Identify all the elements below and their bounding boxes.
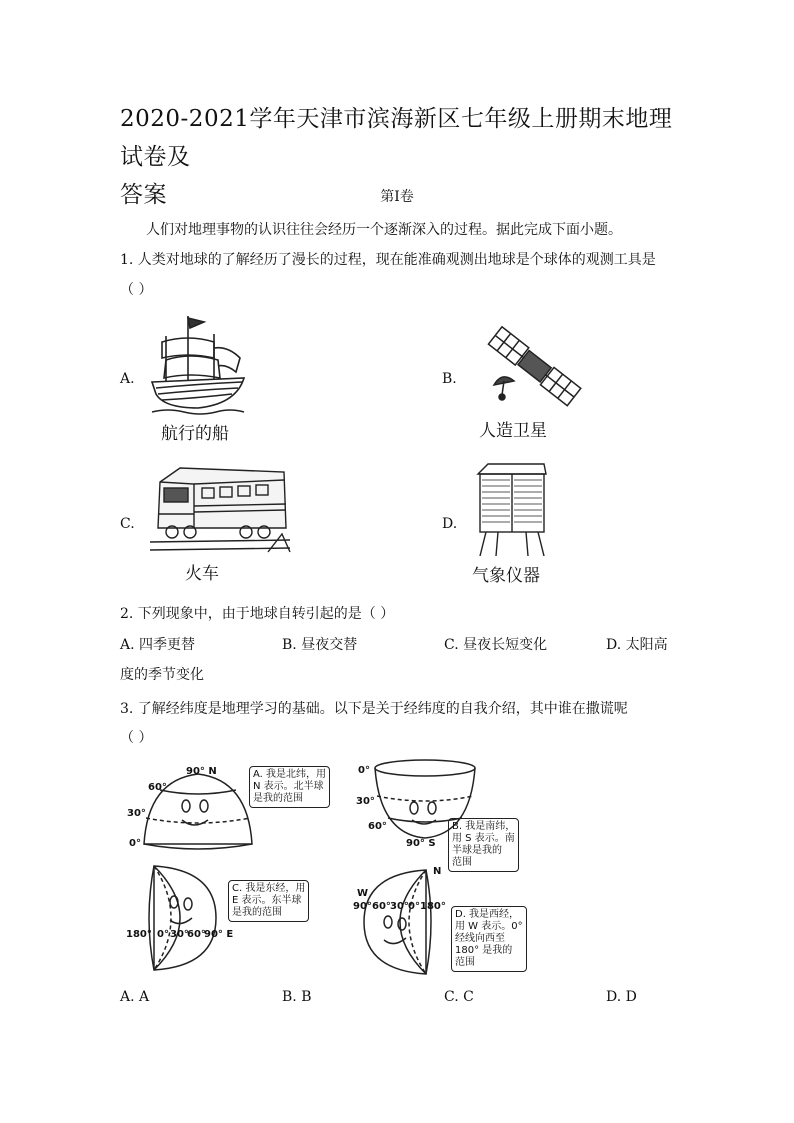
figure-b-label-60: 60° [368,821,387,832]
q3-option-d[interactable]: D. D [606,989,637,1005]
q3-option-a[interactable]: A. A [120,989,150,1005]
weather-box-icon [474,462,550,558]
title-line-1: 2020-2021学年天津市滨海新区七年级上册期末地理试卷及 [120,106,673,170]
q1-option-d-letter[interactable]: D. [442,516,458,532]
figure-d-label-n: N [433,866,442,877]
train-icon [150,462,290,558]
q1-option-a-caption: 航行的船 [161,424,229,444]
ship-icon [148,312,248,416]
q1-blank: （ ） [120,282,153,298]
figure-b-label-0: 0° [358,765,370,776]
figure-d-label-30: 30° [390,901,409,912]
figure-c-speech-bubble: C. 我是东经，用 E 表示。东半球 是我的范围 [228,880,309,922]
figure-c-globe [146,862,218,974]
figure-d-label-w: W [357,888,369,899]
q1-option-a-letter[interactable]: A. [120,371,135,387]
title-line-2: 答案 [120,182,167,208]
q1-option-d-caption: 气象仪器 [472,566,540,586]
figure-a-speech-bubble: A. 我是北纬，用 N 表示。北半球 是我的范围 [249,766,330,808]
figure-d-label-90: 90° [353,901,372,912]
intro-text: 人们对地理事物的认识往往会经历一个逐渐深入的过程。据此完成下面小题。 [146,222,622,238]
figure-c-label-0: 0° [157,929,169,940]
q1-option-c-letter[interactable]: C. [120,516,135,532]
figure-d-label-0: 0° [408,901,420,912]
figure-c-label-90e: 90° E [204,929,234,940]
figure-d-speech-bubble: D. 我是西经， 用 W 表示。0° 经线向西至 180° 是我的 范围 [451,906,527,972]
q3-stem: 3. 了解经纬度是地理学习的基础。以下是关于经纬度的自我介绍，其中谁在撒谎呢 [120,701,628,717]
figure-b-speech-bubble: B. 我是南纬， 用 S 表示。南 半球是我的 范围 [448,818,519,872]
q2-option-c[interactable]: C. 昼夜长短变化 [444,637,548,653]
figure-a-label-30: 30° [127,808,146,819]
figure-c-label-60: 60° [187,929,206,940]
q3-option-c[interactable]: C. C [444,989,474,1005]
figure-d-label-60: 60° [372,901,391,912]
q1-option-b-caption: 人造卫星 [479,421,547,441]
q2-option-d-wrap: 度的季节变化 [120,667,204,683]
q2-stem: 2. 下列现象中，由于地球自转引起的是（ ） [120,606,395,622]
q1-option-c-caption: 火车 [185,564,219,584]
figure-c-label-180: 180° [126,929,152,940]
q2-option-d[interactable]: D. 太阳高 [606,637,668,653]
section-heading: 第Ⅰ卷 [380,189,414,205]
figure-b-label-90s: 90° S [406,838,436,849]
q3-blank: （ ） [120,730,153,746]
q2-option-b[interactable]: B. 昼夜交替 [282,637,358,653]
figure-a-label-0: 0° [129,838,141,849]
figure-d-label-180: 180° [420,901,446,912]
satellite-icon [480,315,588,419]
q1-stem: 1. 人类对地球的了解经历了漫长的过程，现在能准确观测出地球是个球体的观测工具是 [120,252,656,268]
figure-d-globe [364,868,434,976]
figure-a-label-90n: 90° N [186,766,217,777]
figure-b-label-30: 30° [356,796,375,807]
q3-option-b[interactable]: B. B [282,989,312,1005]
figure-c-label-30: 30° [170,929,189,940]
figure-a-label-60: 60° [148,782,167,793]
q2-option-a[interactable]: A. 四季更替 [120,637,196,653]
q1-option-b-letter[interactable]: B. [442,371,457,387]
